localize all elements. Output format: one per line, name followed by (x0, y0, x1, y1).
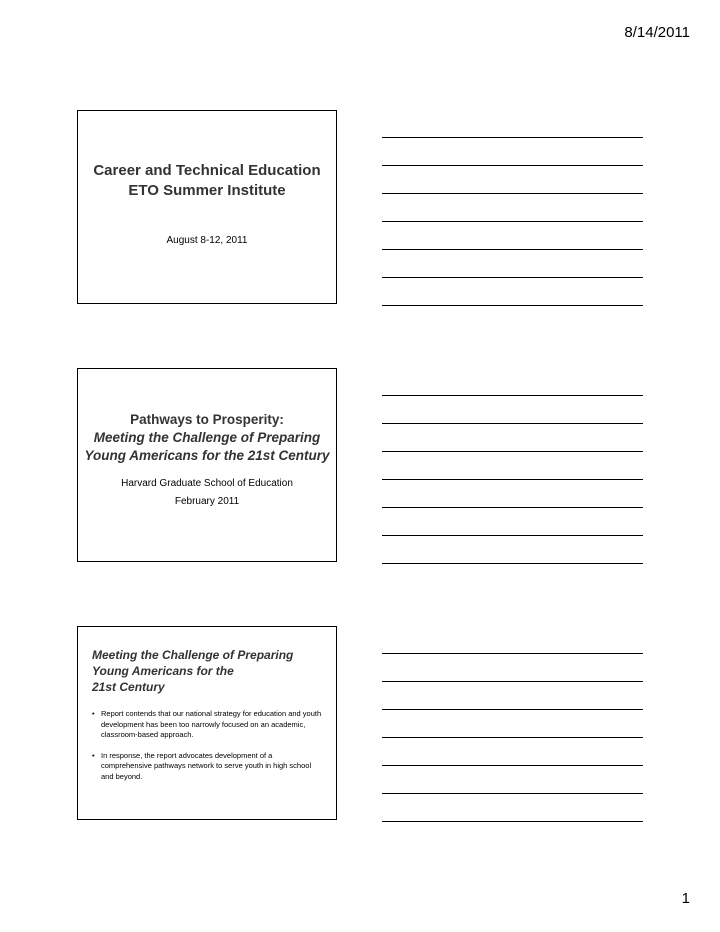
note-line (382, 709, 643, 710)
note-line (382, 249, 643, 250)
note-line (382, 737, 643, 738)
slide-3-bullet-list (92, 709, 324, 782)
slide-3-bullet: • Report contends that our national strategy for education and youth development has been too narrowly focused on an academic, classroom-based approach. (92, 709, 324, 741)
note-line (382, 653, 643, 654)
note-line (382, 395, 643, 396)
note-line (382, 305, 643, 306)
slide-2-body-line: Harvard Graduate School of Education (121, 478, 293, 489)
slide-2-body-line: February 2011 (174, 496, 240, 507)
slide-2-title (78, 411, 336, 465)
note-line (382, 535, 643, 536)
note-line (382, 193, 643, 194)
note-line (382, 681, 643, 682)
slide-2-title-italic-line: Meeting the Challenge of Preparing (93, 430, 321, 445)
slide-1-date: August 8-12, 2011 (166, 235, 248, 246)
slide-2 (77, 368, 337, 562)
note-line (382, 479, 643, 480)
slide-2-title-italic-line: Young Americans for the 21st Century (84, 448, 330, 463)
slide-2-body (78, 475, 336, 511)
note-line (382, 821, 643, 822)
slide-3-title-line: Meeting the Challenge of Preparing (92, 648, 294, 662)
slide-1-title-line: Career and Technical Education (93, 162, 321, 179)
note-line (382, 277, 643, 278)
slide-3-bullet: • In response, the report advocates development of a comprehensive pathways network to serve youth in high school and beyond. (92, 751, 324, 783)
slide-1-title (78, 161, 336, 201)
note-line (382, 451, 643, 452)
slide-3-title (92, 647, 336, 695)
slide-3-title-line: 21st Century (92, 680, 165, 694)
note-line (382, 765, 643, 766)
slide-3-title-line: Young Americans for the (92, 664, 234, 678)
note-line (382, 137, 643, 138)
print-date: 8/14/2011 (624, 24, 690, 41)
slide-2-title-main: Pathways to Prosperity: (130, 412, 284, 427)
slide-1 (77, 110, 337, 304)
note-line (382, 793, 643, 794)
page-number: 1 (681, 890, 690, 907)
slide-3 (77, 626, 337, 820)
slide-1-title-line: ETO Summer Institute (128, 182, 286, 199)
note-line (382, 423, 643, 424)
note-line (382, 221, 643, 222)
note-line (382, 507, 643, 508)
note-line (382, 165, 643, 166)
note-line (382, 563, 643, 564)
